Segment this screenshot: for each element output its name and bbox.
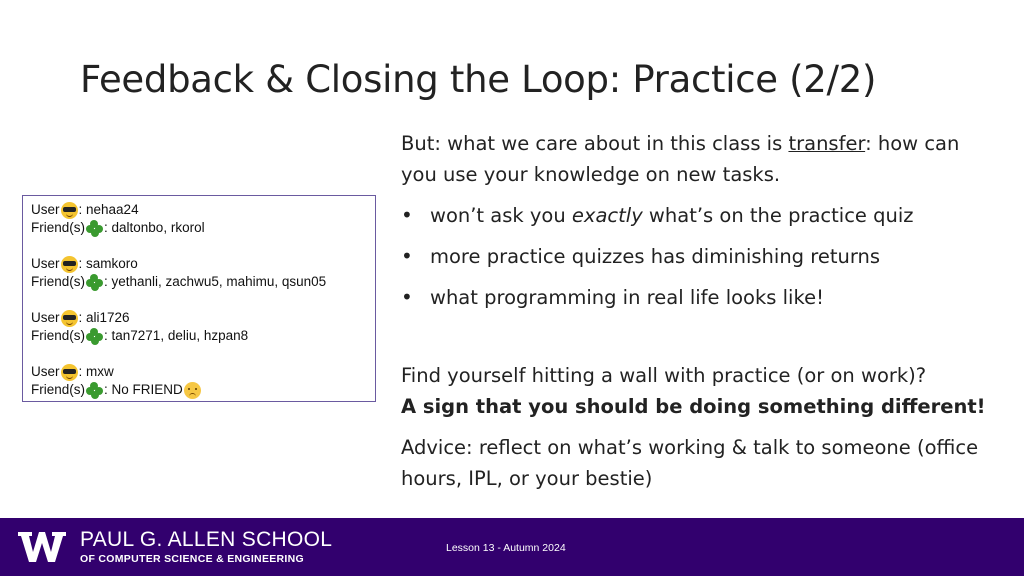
friends-label: Friend(s) [31,220,86,235]
bullet-text: what programming in real life looks like! [430,286,824,309]
user-line [31,201,367,219]
find-paragraph [401,360,1001,422]
user-line [31,309,367,327]
user-entry [31,255,367,291]
transfer-term: transfer [788,132,866,155]
user-label: User [31,256,60,271]
friends-label: Friend(s) [31,382,86,397]
clover-icon [86,220,103,237]
user-entry [31,309,367,345]
school-name [80,528,332,566]
bullet-icon: • [401,285,413,309]
school-name-line2: OF COMPUTER SCIENCE & ENGINEERING [80,553,305,565]
friends-list: : yethanli, zachwu5, mahimu, qsun05 [104,274,327,289]
bullet-icon: • [401,244,413,268]
intro-text-end: : how can you use your knowledge on new tasks. [401,132,960,186]
friends-line [31,381,367,399]
friends-list: : tan7271, deliu, hzpan8 [104,328,249,343]
lesson-label: Lesson 13 - Autumn 2024 [446,542,566,554]
intro-text: But: what we care about in this class is [401,132,789,155]
intro-paragraph [401,128,1001,190]
friends-line [31,273,367,291]
clover-icon [86,274,103,291]
user-label: User [31,202,60,217]
sunglasses-emoji-icon [61,202,78,219]
school-name-line1: PAUL G. ALLEN SCHOOL [80,528,333,551]
advice-paragraph: Advice: reflect on what’s working & talk to someone (office hours, IPL, or your bestie) [401,436,979,490]
user-friends-box [22,195,376,402]
username: : mxw [78,364,114,379]
bullet-item [401,241,1001,272]
user-entry [31,201,367,237]
sunglasses-emoji-icon [61,364,78,381]
slide-title: Feedback & Closing the Loop: Practice (2/2) [80,58,877,101]
username: : ali1726 [78,310,130,325]
bullet-emphasis: exactly [571,204,643,227]
user-label: User [31,310,60,325]
bullet-icon: • [401,203,413,227]
bullet-text-end: what’s on the practice quiz [642,204,914,227]
clover-icon [86,382,103,399]
username: : samkoro [78,256,138,271]
find-bold-text: A sign that you should be doing something different! [401,395,986,418]
bullet-item [401,200,1001,231]
sunglasses-emoji-icon [61,310,78,327]
user-line [31,363,367,381]
friends-list: : daltonbo, rkorol [104,220,205,235]
user-label: User [31,364,60,379]
clover-icon [86,328,103,345]
bullet-list [401,200,1001,313]
sad-face-emoji-icon [184,382,201,399]
footer-bar [0,518,1024,576]
friends-line [31,327,367,345]
bullet-text: more practice quizzes has diminishing returns [430,245,881,268]
bullet-item [401,282,1001,313]
username: : nehaa24 [78,202,139,217]
user-line [31,255,367,273]
friends-label: Friend(s) [31,274,86,289]
sunglasses-emoji-icon [61,256,78,273]
user-entry [31,363,367,399]
friends-label: Friend(s) [31,328,86,343]
friends-line [31,219,367,237]
bullet-text: won’t ask you [430,204,572,227]
slide-body [401,128,1001,494]
friends-list: : No FRIEND [104,382,183,397]
find-text: Find yourself hitting a wall with practice (or on work)? [401,364,927,387]
uw-w-logo-icon [18,530,66,564]
